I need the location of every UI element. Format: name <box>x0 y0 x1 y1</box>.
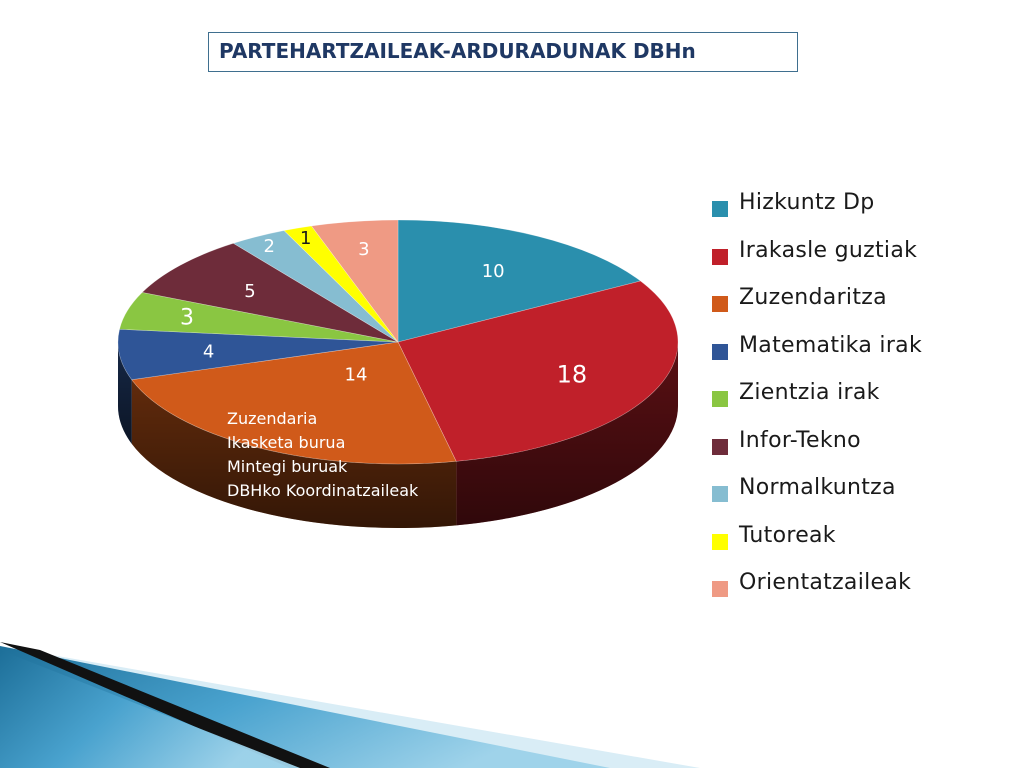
legend-swatch <box>712 344 728 360</box>
legend-label: Normalkuntza <box>739 475 896 500</box>
legend-label: Hizkuntz Dp <box>739 190 875 215</box>
legend-swatch <box>712 201 728 217</box>
annotation-line: Mintegi buruak <box>227 457 348 476</box>
chart-title: PARTEHARTZAILEAK-ARDURADUNAK DBHn <box>219 39 696 63</box>
legend-label: Zientzia irak <box>739 380 880 405</box>
legend-label: Irakasle guztiak <box>739 237 918 263</box>
legend-swatch <box>712 486 728 502</box>
data-label-zientzia-irak: 3 <box>180 305 195 331</box>
annotation-line: Ikasketa burua <box>227 433 346 452</box>
data-label-zuzendaritza: 14 <box>344 364 368 386</box>
data-label-irakasle-guztiak: 18 <box>556 360 588 389</box>
legend-label: Tutoreak <box>739 522 836 548</box>
annotation-line: Zuzendaria <box>227 409 318 428</box>
data-label-tutoreak: 1 <box>299 228 312 250</box>
legend-label: Matematika irak <box>739 332 922 358</box>
data-label-matematika-irak: 4 <box>202 341 215 363</box>
legend-label: Orientatzaileak <box>739 570 912 595</box>
legend-swatch <box>712 534 728 550</box>
legend-swatch <box>712 391 728 407</box>
legend-label: Zuzendaritza <box>739 285 887 310</box>
legend-label: Infor-Tekno <box>739 427 861 453</box>
legend-swatch <box>712 249 728 265</box>
data-label-orientatzaileak: 3 <box>358 239 370 261</box>
legend-swatch <box>712 439 728 455</box>
data-label-normalkuntza: 2 <box>263 235 275 257</box>
data-label-infor-tekno: 5 <box>244 280 256 302</box>
data-label-hizkuntz-dp: 10 <box>481 261 505 283</box>
legend-swatch <box>712 296 728 312</box>
annotation-line: DBHko Koordinatzaileak <box>227 481 419 500</box>
legend-swatch <box>712 581 728 597</box>
